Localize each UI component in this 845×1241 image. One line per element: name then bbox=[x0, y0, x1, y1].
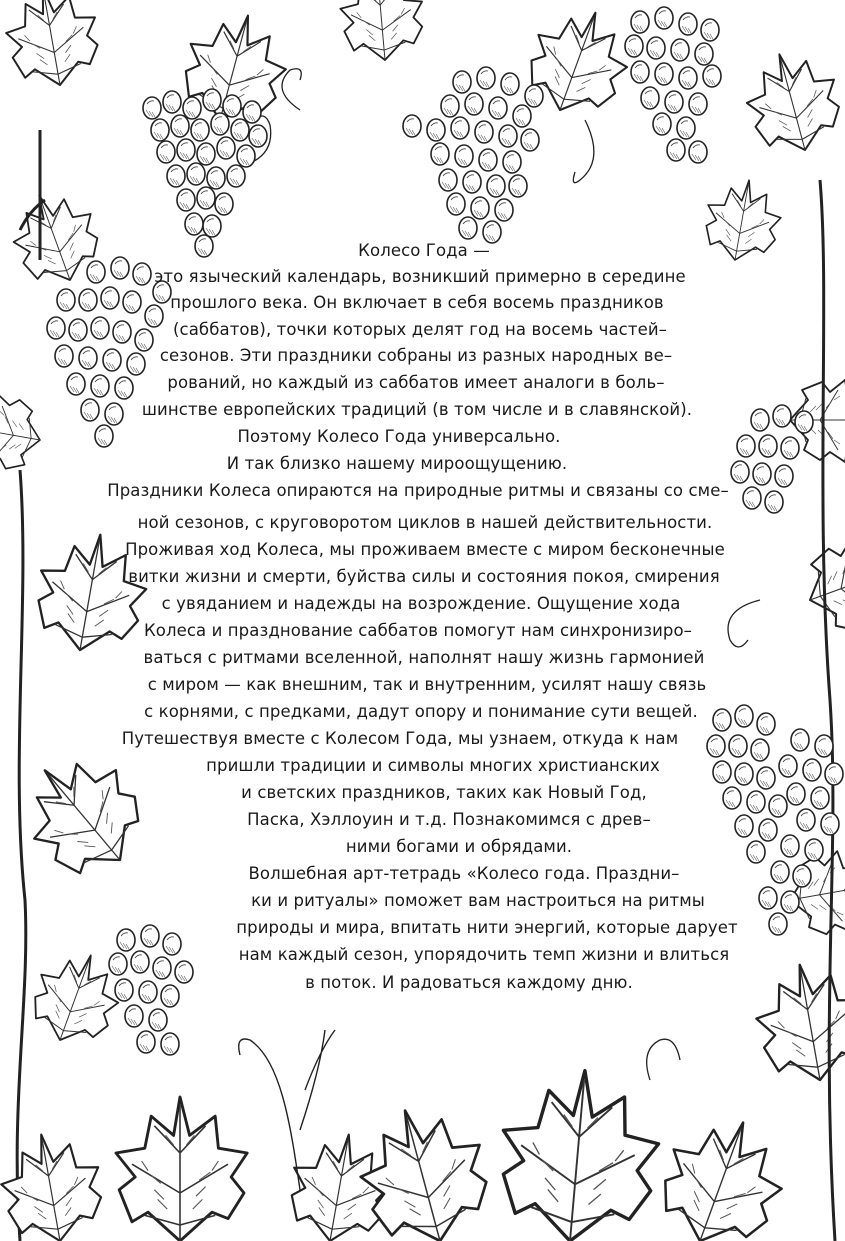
text-line: рований, но каждый из саббатов имеет аналоги в боль– bbox=[167, 373, 665, 392]
text-line: природы и мира, впитать нити энергий, которые дарует bbox=[236, 918, 738, 937]
text-line: ной сезонов, с круговоротом циклов в нашей действительности. bbox=[137, 513, 713, 532]
text-line: прошлого века. Он включает в себя восемь праздников bbox=[170, 293, 664, 312]
text-line: Проживая ход Колеса, мы проживаем вместе с миром бесконечные bbox=[125, 540, 725, 559]
text-line: ваться с ритмами вселенной, наполнят нашу жизнь гармонией bbox=[143, 648, 705, 667]
text-line: витки жизни и смерти, буйства силы и состояния покоя, смирения bbox=[128, 567, 720, 586]
text-line: ки и ритуалы» поможет вам настроиться на ритмы bbox=[251, 891, 705, 910]
text-line: Волшебная арт-тетрадь «Колесо года. Праздни– bbox=[248, 864, 680, 883]
text-line: это языческий календарь, возникший примерно в середине bbox=[154, 267, 686, 286]
text-line: шинстве европейских традиций (в том числе и в славянской). bbox=[141, 400, 693, 419]
text-line: Паска, Хэллоуин и т.д. Познакомимся с древ– bbox=[247, 810, 651, 829]
text-line: в поток. И радоваться каждому дню. bbox=[305, 973, 633, 992]
text-line: нам каждый сезон, упорядочить темп жизни и влиться bbox=[238, 945, 730, 964]
text-line: Путешествуя вместе с Колесом Года, мы узнаем, откуда к нам bbox=[121, 729, 679, 748]
text-line: пришли традиции и символы многих христианских bbox=[206, 756, 660, 775]
text-line: с корнями, с предками, дадут опору и понимание сути вещей. bbox=[144, 702, 698, 721]
text-line: ними богами и обрядами. bbox=[345, 837, 573, 856]
text-line: сезонов. Эти праздники собраны из разных народных ве– bbox=[159, 346, 673, 365]
text-line: Колеса и празднование саббатов помогут нам синхронизиро– bbox=[143, 621, 693, 640]
text-line: Поэтому Колесо Года универсально. bbox=[237, 427, 561, 446]
page-title: Колесо Года — bbox=[358, 241, 490, 260]
text-line: (саббатов), точки которых делят год на восемь частей– bbox=[173, 320, 667, 339]
text-line: И так близко нашему мироощущению. bbox=[226, 454, 568, 473]
text-line: с миром — как внешним, так и внутренним, усилят нашу связь bbox=[147, 675, 707, 694]
text-line: с увяданием и надежды на возрождение. Ощущение хода bbox=[161, 594, 681, 613]
text-line: и светских праздников, таких как Новый Год, bbox=[241, 783, 647, 802]
text-line: Праздники Колеса опираются на природные ритмы и связаны со сме– bbox=[107, 481, 729, 500]
